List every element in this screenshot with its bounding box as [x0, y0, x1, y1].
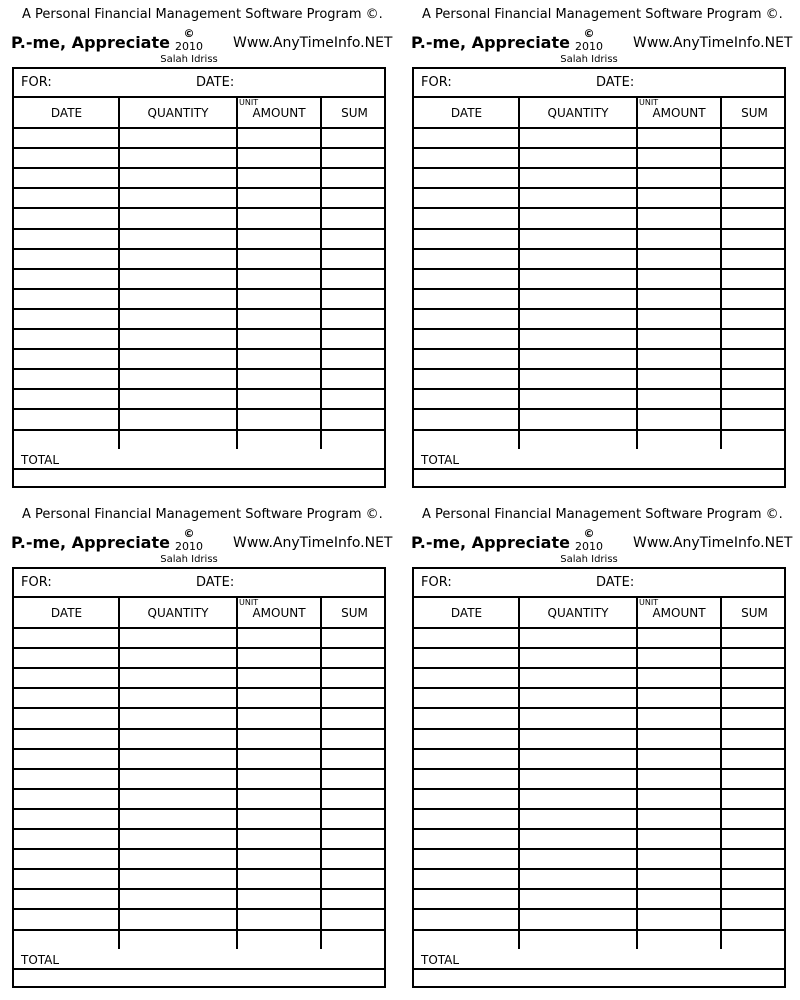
program-title: A Personal Financial Management Software Program ©.: [22, 7, 383, 22]
website-url: Www.AnyTimeInfo.NET: [233, 35, 393, 51]
ledger-entry-row[interactable]: [14, 649, 384, 667]
ledger-entry-row[interactable]: [14, 209, 384, 227]
row-divider: [14, 429, 384, 431]
copyright-icon: ©: [583, 527, 595, 540]
copyright-year: 2010: [575, 540, 603, 553]
brand-title: P.-me, Appreciate: [411, 533, 570, 552]
ledger-table: [12, 567, 386, 988]
unit-label: UNIT: [639, 98, 659, 107]
column-header-amount: AMOUNT: [652, 105, 706, 120]
ledger-entry-row[interactable]: [14, 189, 384, 207]
copyright-block: [555, 527, 623, 566]
for-row: [14, 69, 384, 98]
column-header-sum: SUM: [741, 105, 768, 120]
ledger-entry-row[interactable]: [14, 910, 384, 928]
ledger-entry-row[interactable]: [414, 890, 784, 908]
ledger-entry-row[interactable]: [14, 169, 384, 187]
total-value-cell[interactable]: [414, 970, 784, 988]
ledger-entry-row[interactable]: [14, 370, 384, 388]
total-label: TOTAL: [421, 453, 460, 467]
ledger-entry-row[interactable]: [414, 330, 784, 348]
for-label: FOR:: [421, 75, 452, 90]
ledger-entry-row[interactable]: [414, 750, 784, 768]
website-url: Www.AnyTimeInfo.NET: [633, 535, 793, 551]
ledger-entry-row[interactable]: [414, 350, 784, 368]
column-header-quantity: QUANTITY: [147, 605, 209, 620]
ledger-entry-row[interactable]: [414, 649, 784, 667]
ledger-entry-row[interactable]: [414, 189, 784, 207]
copyright-block: [155, 27, 223, 66]
unit-label: UNIT: [239, 598, 259, 607]
ledger-entry-row[interactable]: [14, 250, 384, 268]
ledger-entry-row[interactable]: [414, 830, 784, 848]
ledger-entry-row[interactable]: [414, 850, 784, 868]
ledger-entry-row[interactable]: [14, 730, 384, 748]
unit-label: UNIT: [639, 598, 659, 607]
date-field-label: DATE:: [596, 575, 635, 590]
ledger-entry-row[interactable]: [14, 750, 384, 768]
ledger-entry-row[interactable]: [14, 689, 384, 707]
copyright-author: Salah Idriss: [160, 54, 218, 65]
column-header-date: DATE: [50, 105, 83, 120]
copyright-icon: ©: [583, 27, 595, 40]
for-label: FOR:: [421, 575, 452, 590]
column-header-amount: AMOUNT: [252, 105, 306, 120]
for-row: [414, 69, 784, 98]
ledger-entry-row[interactable]: [14, 330, 384, 348]
column-header-amount: AMOUNT: [652, 605, 706, 620]
ledger-table: [12, 67, 386, 488]
ledger-entry-row[interactable]: [414, 770, 784, 788]
ledger-entry-row[interactable]: [414, 169, 784, 187]
column-header-sum: SUM: [741, 605, 768, 620]
expense-form: [0, 500, 400, 1000]
for-row: [414, 569, 784, 598]
ledger-entry-row[interactable]: [14, 790, 384, 808]
website-url: Www.AnyTimeInfo.NET: [233, 535, 393, 551]
ledger-entry-row[interactable]: [414, 250, 784, 268]
program-title: A Personal Financial Management Software Program ©.: [422, 507, 783, 522]
expense-form: [400, 0, 800, 500]
program-title: A Personal Financial Management Software Program ©.: [422, 7, 783, 22]
ledger-entry-row[interactable]: [14, 669, 384, 687]
ledger-entry-row[interactable]: [414, 390, 784, 408]
total-value-cell[interactable]: [14, 970, 384, 988]
column-header-quantity: QUANTITY: [147, 105, 209, 120]
column-header-sum: SUM: [341, 605, 368, 620]
program-title: A Personal Financial Management Software Program ©.: [22, 507, 383, 522]
ledger-table: [412, 567, 786, 988]
ledger-entry-row[interactable]: [14, 310, 384, 328]
ledger-entry-row[interactable]: [414, 270, 784, 288]
column-header-quantity: QUANTITY: [547, 105, 609, 120]
total-label: TOTAL: [421, 953, 460, 967]
ledger-entry-row[interactable]: [14, 270, 384, 288]
ledger-entry-row[interactable]: [14, 410, 384, 428]
ledger-entry-row[interactable]: [14, 629, 384, 647]
ledger-entry-row[interactable]: [414, 669, 784, 687]
ledger-entry-row[interactable]: [414, 730, 784, 748]
ledger-entry-row[interactable]: [414, 149, 784, 167]
ledger-table: [412, 67, 786, 488]
for-label: FOR:: [21, 575, 52, 590]
total-label: TOTAL: [21, 453, 60, 467]
copyright-year: 2010: [175, 540, 203, 553]
for-row: [14, 569, 384, 598]
column-header-date: DATE: [450, 105, 483, 120]
column-header-date: DATE: [50, 605, 83, 620]
ledger-entry-row[interactable]: [14, 810, 384, 828]
date-field-label: DATE:: [596, 75, 635, 90]
ledger-entry-row[interactable]: [14, 350, 384, 368]
copyright-year: 2010: [575, 40, 603, 53]
brand-title: P.-me, Appreciate: [11, 533, 170, 552]
ledger-entry-row[interactable]: [14, 129, 384, 147]
ledger-entry-row[interactable]: [14, 709, 384, 727]
ledger-entry-row[interactable]: [14, 890, 384, 908]
ledger-entry-row[interactable]: [14, 290, 384, 308]
copyright-author: Salah Idriss: [560, 54, 618, 65]
ledger-entry-row[interactable]: [414, 810, 784, 828]
row-divider: [14, 929, 384, 931]
ledger-entry-row[interactable]: [414, 410, 784, 428]
copyright-icon: ©: [183, 27, 195, 40]
ledger-entry-row[interactable]: [414, 870, 784, 888]
ledger-entry-row[interactable]: [414, 790, 784, 808]
copyright-block: [155, 527, 223, 566]
ledger-entry-row[interactable]: [14, 230, 384, 248]
ledger-entry-row[interactable]: [414, 629, 784, 647]
ledger-entry-row[interactable]: [414, 310, 784, 328]
row-divider: [414, 429, 784, 431]
total-value-cell[interactable]: [414, 470, 784, 488]
ledger-entry-row[interactable]: [414, 129, 784, 147]
column-header-date: DATE: [450, 605, 483, 620]
for-label: FOR:: [21, 75, 52, 90]
ledger-entry-row[interactable]: [14, 850, 384, 868]
column-header-quantity: QUANTITY: [547, 605, 609, 620]
copyright-author: Salah Idriss: [160, 554, 218, 565]
ledger-entry-row[interactable]: [414, 290, 784, 308]
column-header-sum: SUM: [341, 105, 368, 120]
date-field-label: DATE:: [196, 75, 235, 90]
ledger-entry-row[interactable]: [14, 149, 384, 167]
column-header-amount: AMOUNT: [252, 605, 306, 620]
copyright-author: Salah Idriss: [560, 554, 618, 565]
copyright-icon: ©: [183, 527, 195, 540]
ledger-entry-row[interactable]: [414, 230, 784, 248]
ledger-entry-row[interactable]: [14, 830, 384, 848]
unit-label: UNIT: [239, 98, 259, 107]
ledger-entry-row[interactable]: [414, 910, 784, 928]
website-url: Www.AnyTimeInfo.NET: [633, 35, 793, 51]
copyright-block: [555, 27, 623, 66]
ledger-entry-row[interactable]: [414, 209, 784, 227]
total-value-cell[interactable]: [14, 470, 384, 488]
ledger-entry-row[interactable]: [414, 689, 784, 707]
total-label: TOTAL: [21, 953, 60, 967]
ledger-entry-row[interactable]: [14, 870, 384, 888]
date-field-label: DATE:: [196, 575, 235, 590]
ledger-entry-row[interactable]: [14, 390, 384, 408]
brand-title: P.-me, Appreciate: [411, 33, 570, 52]
row-divider: [414, 929, 784, 931]
expense-form: [0, 0, 400, 500]
copyright-year: 2010: [175, 40, 203, 53]
ledger-entry-row[interactable]: [414, 370, 784, 388]
ledger-entry-row[interactable]: [414, 709, 784, 727]
expense-form: [400, 500, 800, 1000]
brand-title: P.-me, Appreciate: [11, 33, 170, 52]
ledger-entry-row[interactable]: [14, 770, 384, 788]
